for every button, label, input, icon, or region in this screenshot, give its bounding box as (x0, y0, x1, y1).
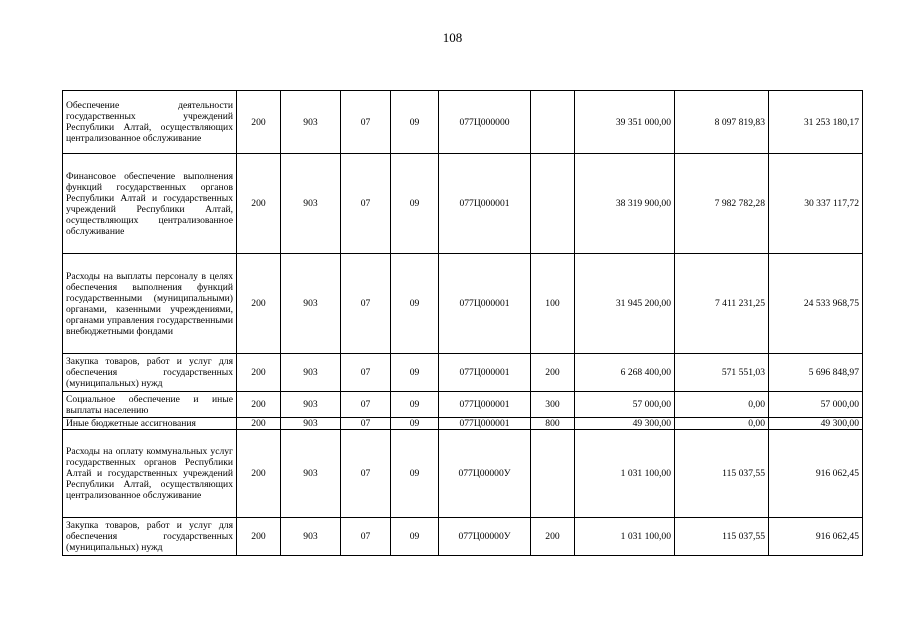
executed-amount-cell: 115 037,55 (675, 518, 769, 556)
target-article-cell: 077Ц000001 (439, 254, 531, 354)
table-row (63, 518, 863, 556)
code-cell: 09 (391, 154, 439, 254)
executed-amount-cell: 115 037,55 (675, 430, 769, 518)
code-cell: 07 (341, 154, 391, 254)
code-cell: 903 (281, 392, 341, 418)
row-name-cell: Расходы на выплаты персоналу в целях обеспечения выполнения функций государственными (муниципальными) органами, казенными учреждениями, органами управления государственными внебюджетными фондами (63, 254, 237, 354)
code-cell: 07 (341, 91, 391, 154)
remaining-amount-cell: 31 253 180,17 (769, 91, 863, 154)
target-article-cell: 077Ц000001 (439, 354, 531, 392)
planned-amount-cell: 1 031 100,00 (575, 430, 675, 518)
code-cell: 200 (237, 518, 281, 556)
target-article-cell: 077Ц000001 (439, 154, 531, 254)
table-row (63, 354, 863, 392)
remaining-amount-cell: 24 533 968,75 (769, 254, 863, 354)
table-row (63, 91, 863, 154)
code-cell: 903 (281, 418, 341, 430)
table-body (63, 91, 863, 556)
row-name-cell: Расходы на оплату коммунальных услуг государственных органов Республики Алтай и государственных учреждений Республики Алтай, осуществляющих централизованное обслуживание (63, 430, 237, 518)
planned-amount-cell: 49 300,00 (575, 418, 675, 430)
row-name-cell: Закупка товаров, работ и услуг для обеспечения государственных (муниципальных) нужд (63, 518, 237, 556)
code-cell: 903 (281, 518, 341, 556)
code-cell: 07 (341, 518, 391, 556)
code-cell: 09 (391, 91, 439, 154)
executed-amount-cell: 571 551,03 (675, 354, 769, 392)
executed-amount-cell: 0,00 (675, 418, 769, 430)
row-name-cell: Социальное обеспечение и иные выплаты населению (63, 392, 237, 418)
planned-amount-cell: 1 031 100,00 (575, 518, 675, 556)
code-cell: 09 (391, 254, 439, 354)
target-article-cell: 077Ц00000У (439, 430, 531, 518)
target-article-cell: 077Ц000000 (439, 91, 531, 154)
row-name-cell: Финансовое обеспечение выполнения функций государственных органов Республики Алтай и государственных учреждений Республики Алтай, осуществляющих централизованное обслуживание (63, 154, 237, 254)
planned-amount-cell: 6 268 400,00 (575, 354, 675, 392)
executed-amount-cell: 7 982 782,28 (675, 154, 769, 254)
remaining-amount-cell: 49 300,00 (769, 418, 863, 430)
code-cell: 07 (341, 418, 391, 430)
code-cell: 903 (281, 254, 341, 354)
remaining-amount-cell: 5 696 848,97 (769, 354, 863, 392)
code-cell: 200 (237, 91, 281, 154)
row-name-cell: Закупка товаров, работ и услуг для обеспечения государственных (муниципальных) нужд (63, 354, 237, 392)
code-cell: 200 (237, 418, 281, 430)
target-article-cell: 077Ц000001 (439, 418, 531, 430)
code-cell: 903 (281, 354, 341, 392)
expense-type-cell (531, 430, 575, 518)
code-cell: 09 (391, 354, 439, 392)
code-cell: 200 (237, 254, 281, 354)
expense-type-cell (531, 154, 575, 254)
row-name-cell: Иные бюджетные ассигнования (63, 418, 237, 430)
code-cell: 09 (391, 430, 439, 518)
table-row (63, 392, 863, 418)
code-cell: 07 (341, 354, 391, 392)
expense-type-cell: 800 (531, 418, 575, 430)
code-cell: 07 (341, 430, 391, 518)
row-name-cell: Обеспечение деятельности государственных учреждений Республики Алтай, осуществляющих централизованное обслуживание (63, 91, 237, 154)
code-cell: 07 (341, 392, 391, 418)
code-cell: 200 (237, 154, 281, 254)
page-number: 108 (442, 30, 463, 45)
code-cell: 200 (237, 430, 281, 518)
table-row (63, 154, 863, 254)
code-cell: 09 (391, 518, 439, 556)
expense-type-cell: 200 (531, 354, 575, 392)
expense-type-cell: 300 (531, 392, 575, 418)
target-article-cell: 077Ц00000У (439, 518, 531, 556)
planned-amount-cell: 38 319 900,00 (575, 154, 675, 254)
table-row (63, 430, 863, 518)
expense-type-cell: 200 (531, 518, 575, 556)
table-row (63, 254, 863, 354)
remaining-amount-cell: 916 062,45 (769, 430, 863, 518)
code-cell: 200 (237, 392, 281, 418)
executed-amount-cell: 7 411 231,25 (675, 254, 769, 354)
code-cell: 200 (237, 354, 281, 392)
remaining-amount-cell: 57 000,00 (769, 392, 863, 418)
target-article-cell: 077Ц000001 (439, 392, 531, 418)
executed-amount-cell: 8 097 819,83 (675, 91, 769, 154)
code-cell: 903 (281, 91, 341, 154)
remaining-amount-cell: 30 337 117,72 (769, 154, 863, 254)
code-cell: 903 (281, 430, 341, 518)
code-cell: 07 (341, 254, 391, 354)
expense-type-cell (531, 91, 575, 154)
planned-amount-cell: 39 351 000,00 (575, 91, 675, 154)
executed-amount-cell: 0,00 (675, 392, 769, 418)
code-cell: 09 (391, 418, 439, 430)
planned-amount-cell: 57 000,00 (575, 392, 675, 418)
remaining-amount-cell: 916 062,45 (769, 518, 863, 556)
budget-table (62, 90, 863, 556)
code-cell: 903 (281, 154, 341, 254)
table-row (63, 418, 863, 430)
expense-type-cell: 100 (531, 254, 575, 354)
planned-amount-cell: 31 945 200,00 (575, 254, 675, 354)
code-cell: 09 (391, 392, 439, 418)
